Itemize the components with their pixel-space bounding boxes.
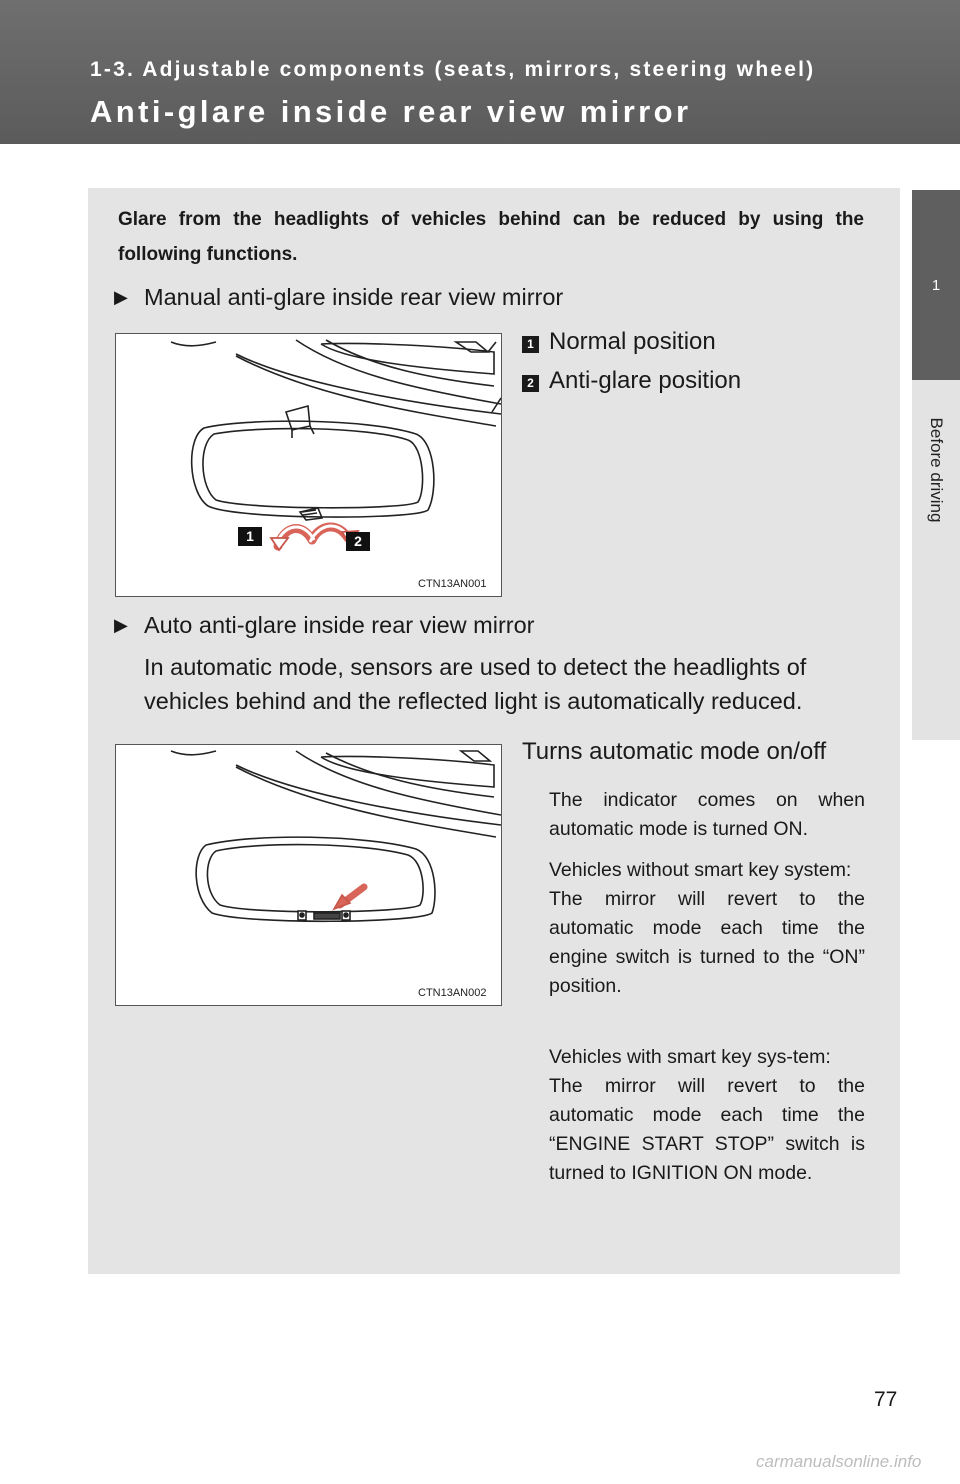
auto-heading: ▶ Auto anti-glare inside rear view mirror	[114, 612, 535, 638]
page-title: Anti-glare inside rear view mirror	[90, 94, 692, 129]
chapter-number: 1	[931, 276, 941, 294]
note-indicator: The indicator comes on when automatic mode is turned ON.	[549, 789, 865, 840]
note-no-smart-key: Vehicles without smart key system: The mirror will revert to the automatic mode each time the engine switch is turned to the “ON” position.	[549, 859, 865, 997]
triangle-right-icon: ▶	[114, 615, 128, 635]
page-number: 77	[874, 1388, 898, 1411]
auto-description: In automatic mode, sensors are used to detect the headlights of vehicles behind and the reflected light is automatically reduced.	[144, 654, 807, 714]
figure-code-1: CTN13AN001	[418, 578, 487, 590]
footer-watermark: carmanualsonline.info	[756, 1452, 922, 1471]
note-smart-key: Vehicles with smart key sys-tem: The mirror will revert to the automatic mode each time the “ENGINE START STOP” switch is turned to IGNITION ON mode.	[549, 1046, 865, 1184]
legend-badge-1: 1	[522, 336, 539, 353]
figure-code-2: CTN13AN002	[418, 987, 487, 999]
triangle-right-icon: ▶	[114, 287, 128, 307]
manual-mirror-figure	[115, 333, 502, 597]
legend-normal-position: 1 Normal position	[522, 328, 716, 356]
legend-badge-2: 2	[522, 375, 539, 392]
chapter-tab-label: Before driving	[927, 417, 946, 523]
manual-heading: ▶ Manual anti-glare inside rear view mirror	[114, 284, 564, 310]
legend-anti-glare-position: 2 Anti-glare position	[522, 367, 741, 395]
auto-mirror-figure	[115, 744, 502, 1006]
callout-1: 1	[238, 527, 262, 546]
callout-2: 2	[346, 532, 370, 551]
chapter-tab-number	[912, 190, 960, 380]
section-heading: 1-3. Adjustable components (seats, mirrors, steering wheel)	[90, 58, 816, 81]
page-header	[0, 0, 960, 144]
intro-text: Glare from the headlights of vehicles behind can be reduced by using the following functions.	[118, 209, 864, 265]
auto-button-title: Turns automatic mode on/off	[522, 738, 827, 765]
